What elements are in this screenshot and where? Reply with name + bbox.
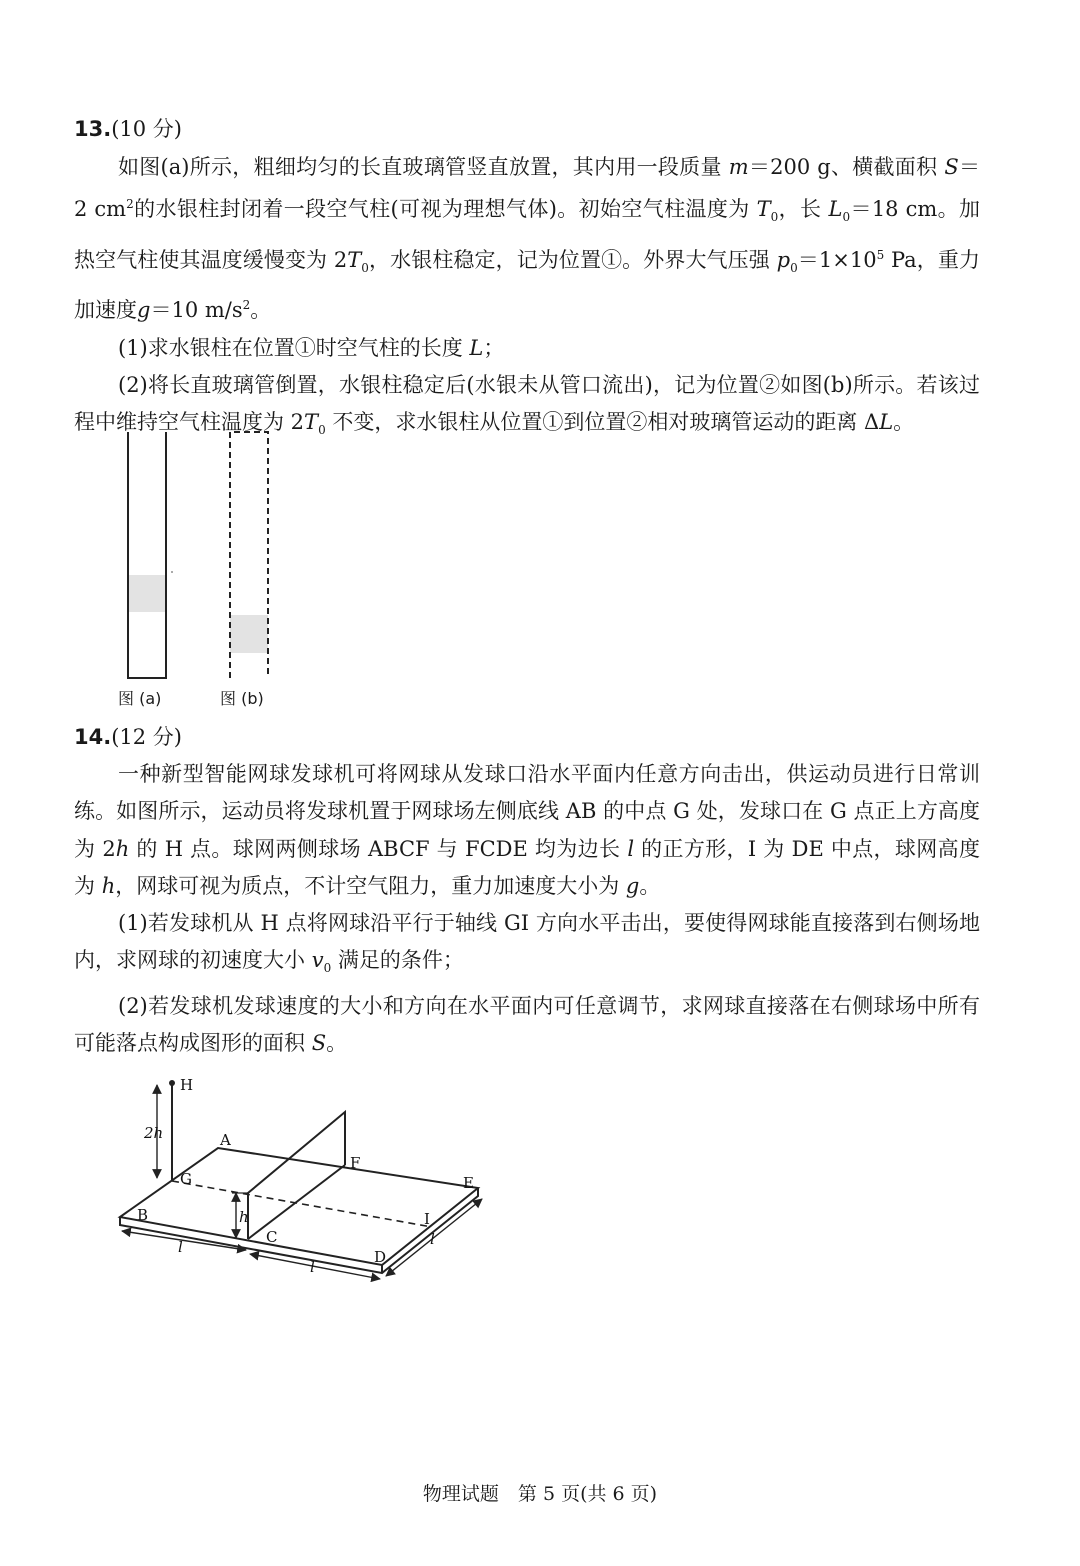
label-A: A [220, 1131, 231, 1149]
label-h: h [239, 1208, 249, 1226]
label-l-right: l [310, 1258, 315, 1276]
label-l-left: l [178, 1238, 183, 1256]
mercury-column-b [230, 615, 268, 653]
label-D: D [374, 1248, 387, 1266]
q14-number: 14. [74, 725, 112, 749]
q13-part2: (2)将长直玻璃管倒置，水银柱稳定后(水银未从管口流出)，记为位置②如图(b)所示。若该过程中维持空气柱温度为 $2T_0$ 不变，求水银柱从位置①到位置②相对玻璃管运动的距离 ΔL。 [74, 372, 980, 438]
q13-part1: (1)求水银柱在位置①时空气柱的长度 L； [118, 335, 505, 360]
label-F: F [350, 1154, 361, 1172]
caption-figure-a: 图 (a) [118, 689, 162, 708]
q13-score: (10 分) [111, 117, 182, 141]
tube-figure-a [110, 428, 190, 684]
net [248, 1112, 345, 1239]
label-l-side: l [430, 1230, 435, 1248]
point-H [169, 1080, 175, 1086]
caption-figure-b: 图 (b) [220, 689, 264, 708]
axis-GI [172, 1181, 432, 1227]
label-C: C [266, 1228, 278, 1246]
label-I: I [424, 1210, 430, 1228]
page-footer: 物理试题 第 5 页(共 6 页) [422, 1483, 658, 1505]
length-l-left-arrow [122, 1231, 246, 1250]
q14-intro: 一种新型智能网球发球机可将网球从发球口沿水平面内任意方向击出，供运动员进行日常训练。如图所示，运动员将发球机置于网球场左侧底线 AB 的中点 G 处，发球口在 G 点正上方高度为 2h 的 H 点。球网两侧球场 ABCF 与 FCDE 均为边长 l 的正方形，I 为 DE 中点，球网高度为 h，网球可视为质点，不计空气阻力，重力加速度大小为 g。 [74, 762, 980, 898]
q13-body [74, 149, 980, 450]
mercury-column-a [128, 575, 166, 612]
q13-number: 13. [74, 117, 112, 141]
glass-tube-a [128, 432, 166, 678]
q14-part2: (2)若发球机发球速度的大小和方向在水平面内可任意调节，求网球直接落在右侧球场中所有可能落点构成图形的面积 S。 [74, 993, 980, 1056]
q14-header [74, 721, 182, 751]
q13-header [74, 113, 182, 143]
q14-score: (12 分) [111, 725, 182, 749]
label-B: B [137, 1206, 149, 1224]
q13-intro: 如图(a)所示，粗细均匀的长直玻璃管竖直放置，其内用一段质量 m＝200 g、横截面积 S＝2 $cm^2$的水银柱封闭着一段空气柱(可视为理想气体)。初始空气柱温度为 $T_0$，长 $L_0=18$ cm。加热空气柱使其温度缓慢变为 $2T_0$，水银柱稳定，记为位置①。外界大气压强 $p_0=1\times 10^5$ Pa，重力加速度g＝10 $m/s^2$。 [74, 155, 981, 323]
label-H: H [180, 1076, 194, 1094]
label-2h: 2h [144, 1124, 164, 1142]
label-E: E [463, 1174, 474, 1192]
tube-figure-b [220, 428, 280, 684]
q14-part1: (1)若发球机从 H 点将网球沿平行于轴线 GI 方向水平击出，要使得网球能直接落到右侧场地内，求网球的初速度大小 $v_0$ 满足的条件； [74, 911, 980, 976]
tennis-court-figure [110, 1070, 490, 1290]
q14-body [74, 756, 980, 1063]
label-G: G [180, 1170, 192, 1188]
length-l-right-arrow [250, 1254, 380, 1279]
